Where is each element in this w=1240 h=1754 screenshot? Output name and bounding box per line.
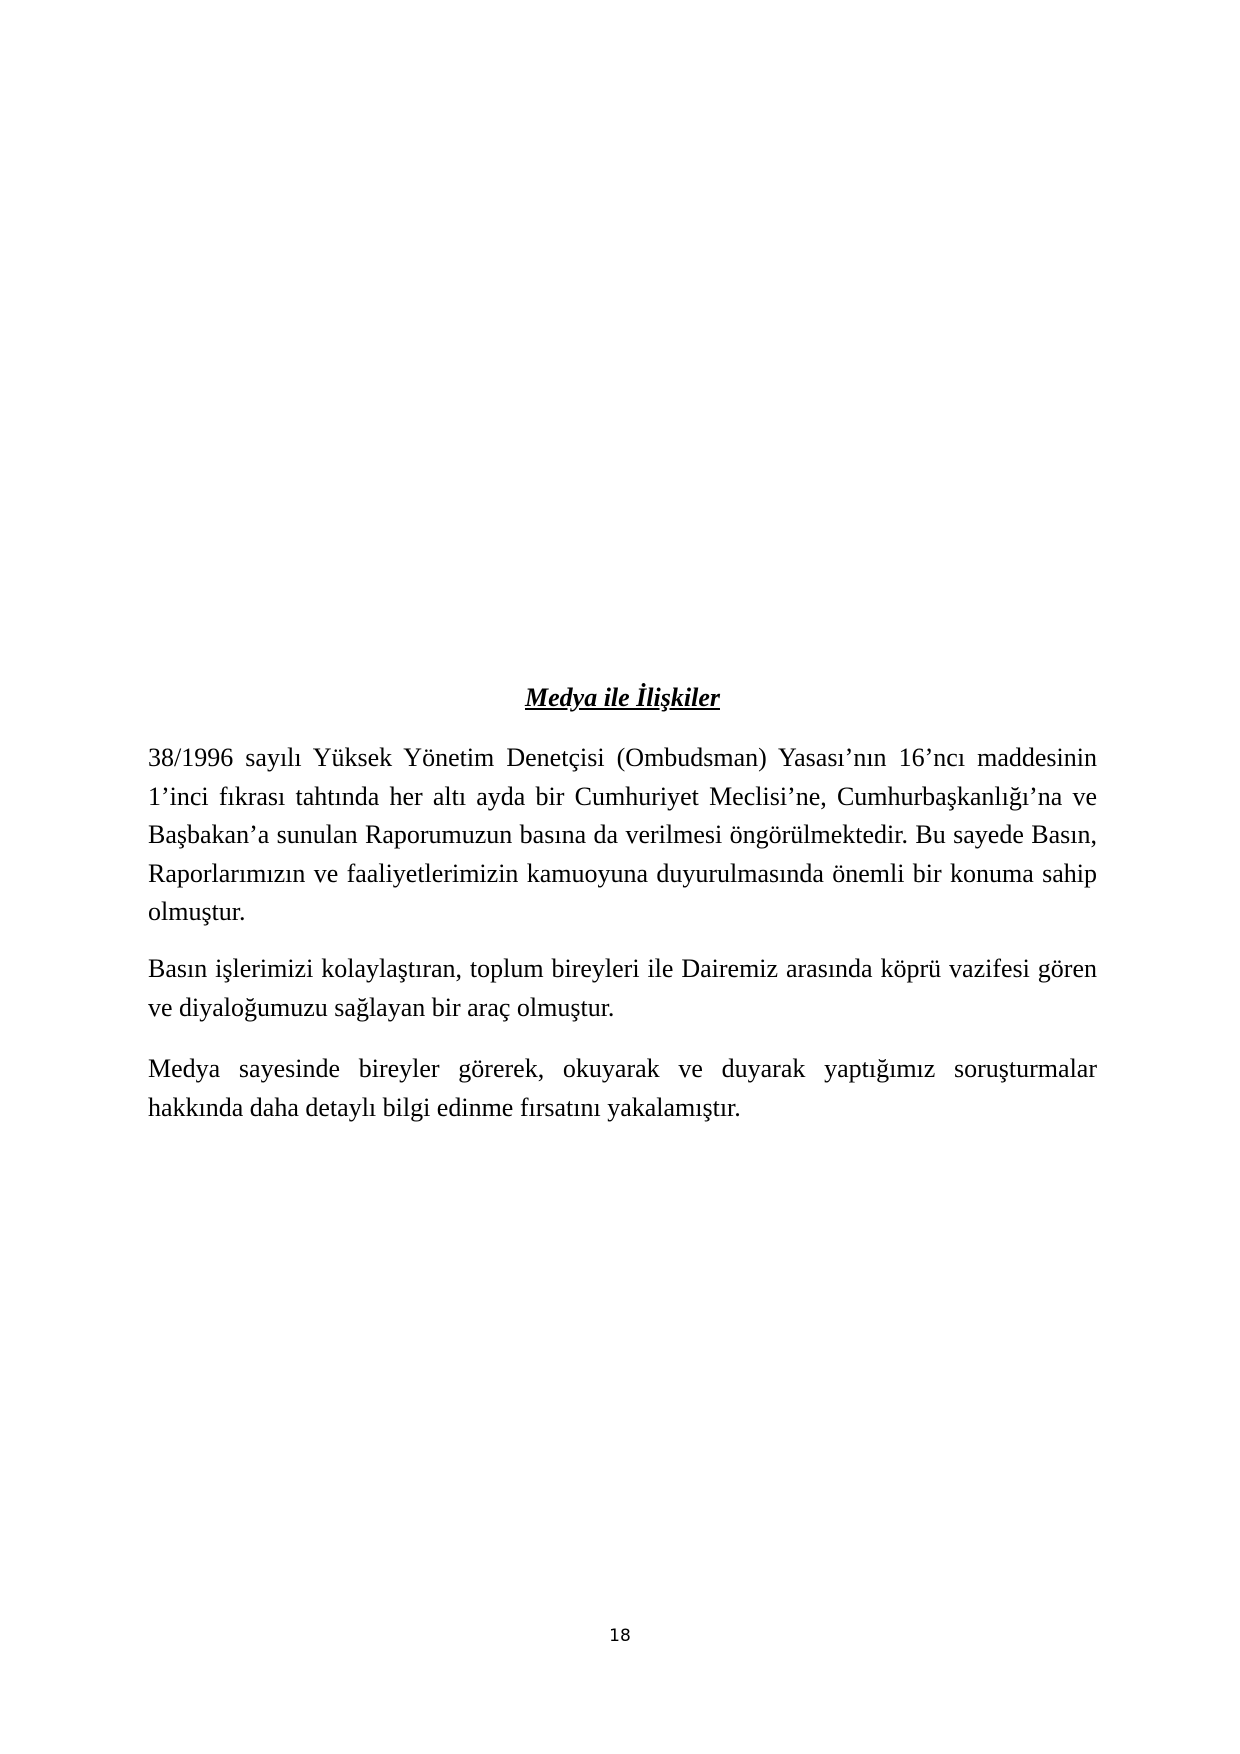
page-number: 18	[609, 1626, 631, 1646]
section-title: Medya ile İlişkiler	[525, 683, 720, 712]
paragraph-1: 38/1996 sayılı Yüksek Yönetim Denetçisi (Ombudsman) Yasası’nın 16’ncı maddesinin 1’inci fıkrası tahtında her altı ayda bir Cumhuriyet Meclisi’ne, Cumhurbaşkanlığı’na ve Başbakan’a sunulan Raporumuzun basına da verilmesi öngörülmektedir. Bu sayede Basın, Raporlarımızın ve faaliyetlerimizin kamuoyuna duyurulmasında önemli bir konuma sahip olmuştur.	[148, 743, 1097, 926]
paragraph-3: Medya sayesinde bireyler görerek, okuyarak ve duyarak yaptığımız soruşturmalar hakkında daha detaylı bilgi edinme fırsatını yakalamıştır.	[148, 1054, 1097, 1122]
paragraph-2: Basın işlerimizi kolaylaştıran, toplum bireyleri ile Dairemiz arasında köprü vazifesi gören ve diyaloğumuzu sağlayan bir araç olmuştur.	[148, 954, 1097, 1022]
